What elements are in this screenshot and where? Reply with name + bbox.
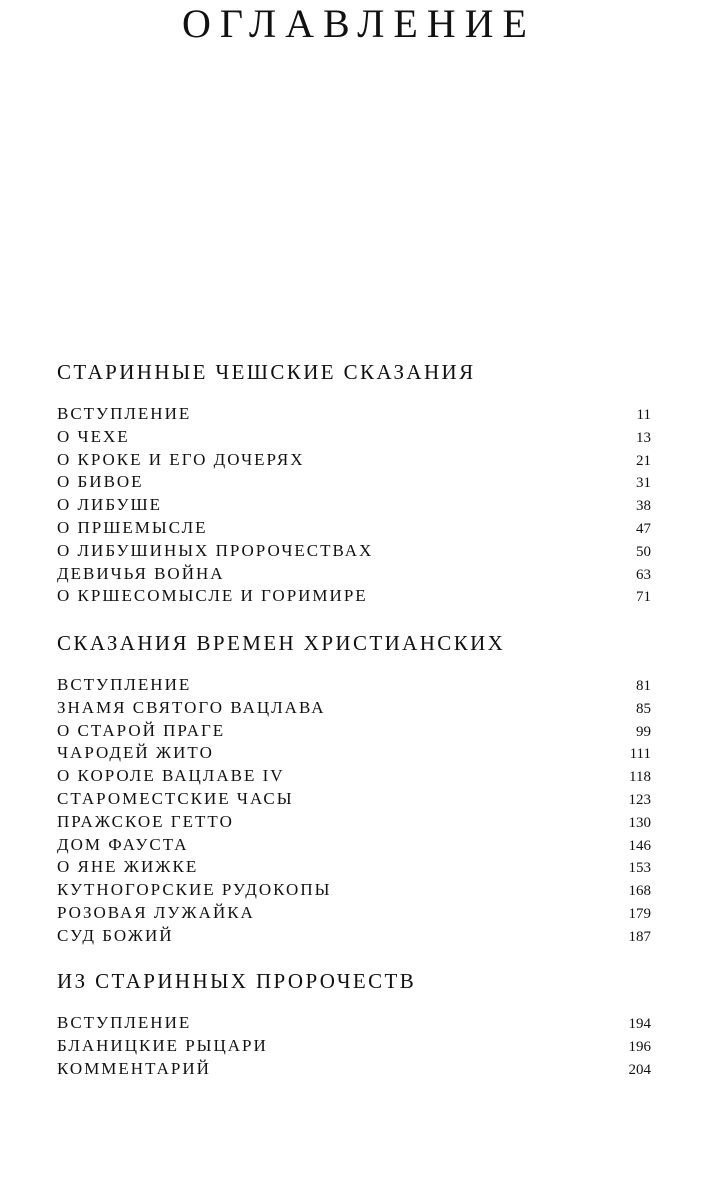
entry-page-number: 196	[628, 1038, 651, 1055]
entry-page-number: 168	[628, 883, 651, 900]
entry-title: КОММЕНТАРИЙ	[57, 1058, 211, 1078]
entry-page-number: 71	[636, 589, 651, 606]
toc-entry	[57, 449, 651, 472]
entry-list	[57, 1012, 651, 1080]
toc-entry	[57, 563, 651, 586]
entry-title: ДЕВИЧЬЯ ВОЙНА	[57, 563, 225, 583]
toc-section	[57, 968, 651, 1078]
section-heading: СКАЗАНИЯ ВРЕМЕН ХРИСТИАНСКИХ	[57, 631, 506, 655]
entry-page-number: 50	[636, 543, 651, 560]
toc-entry	[57, 811, 651, 834]
entry-title: СТАРОМЕСТСКИЕ ЧАСЫ	[57, 788, 294, 808]
toc-entry	[57, 1012, 651, 1035]
entry-list	[57, 674, 651, 948]
entry-title: СУД БОЖИЙ	[57, 925, 174, 945]
entry-page-number: 179	[628, 905, 651, 922]
entry-page-number: 31	[636, 475, 651, 492]
entry-page-number: 146	[628, 837, 651, 854]
entry-title: ДОМ ФАУСТА	[57, 834, 189, 854]
entry-page-number: 85	[636, 700, 651, 717]
entry-title: О КРОКЕ И ЕГО ДОЧЕРЯХ	[57, 449, 305, 469]
toc-entry	[57, 902, 651, 925]
entry-page-number: 81	[636, 678, 651, 694]
entry-page-number: 153	[628, 860, 651, 877]
entry-page-number: 13	[636, 429, 651, 446]
entry-title: ВСТУПЛЕНИЕ	[57, 404, 192, 423]
entry-page-number: 63	[636, 566, 651, 583]
entry-title: О ЛИБУШИНЫХ ПРОРОЧЕСТВАХ	[57, 540, 374, 560]
entry-title: О СТАРОЙ ПРАГЕ	[57, 720, 226, 740]
entry-page-number: 204	[628, 1061, 651, 1078]
entry-page-number: 187	[628, 928, 651, 945]
toc-entry	[57, 674, 651, 697]
entry-page-number: 111	[629, 746, 651, 763]
entry-page-number: 21	[636, 452, 651, 469]
entry-page-number: 11	[636, 407, 651, 423]
entry-title: ЧАРОДЕЙ ЖИТО	[57, 743, 214, 763]
toc-entry	[57, 471, 651, 494]
entry-title: ВСТУПЛЕНИЕ	[57, 1013, 192, 1032]
toc-section	[57, 359, 651, 606]
toc-entry	[57, 788, 651, 811]
toc-entry	[57, 426, 651, 449]
entry-title: БЛАНИЦКИЕ РЫЦАРИ	[57, 1035, 268, 1055]
toc-entry	[57, 697, 651, 720]
entry-page-number: 194	[628, 1016, 651, 1032]
entry-title: О БИВОЕ	[57, 472, 144, 492]
entry-title: О КОРОЛЕ ВАЦЛАВЕ IV	[57, 766, 285, 786]
entry-page-number: 123	[628, 791, 651, 808]
toc-entry	[57, 856, 651, 879]
toc-entry	[57, 720, 651, 743]
entry-title: О КРШЕСОМЫСЛЕ И ГОРИМИРЕ	[57, 586, 368, 606]
entry-title: О ПРШЕМЫСЛЕ	[57, 517, 208, 537]
entry-title: ВСТУПЛЕНИЕ	[57, 675, 192, 694]
entry-title: О ЯНЕ ЖИЖКЕ	[57, 857, 199, 877]
toc-entry	[57, 1058, 651, 1081]
entry-title: РОЗОВАЯ ЛУЖАЙКА	[57, 902, 255, 922]
toc-section	[57, 630, 651, 945]
entry-title: О ЧЕХЕ	[57, 426, 130, 446]
toc-entry	[57, 879, 651, 902]
entry-page-number: 99	[636, 723, 651, 740]
page-title: ОГЛАВЛЕНИЕ	[182, 1, 536, 46]
entry-page-number: 47	[636, 520, 651, 537]
section-heading: ИЗ СТАРИННЫХ ПРОРОЧЕСТВ	[57, 969, 417, 993]
entry-page-number: 130	[628, 814, 651, 831]
toc-entry	[57, 925, 651, 948]
toc-entry	[57, 540, 651, 563]
toc-entry	[57, 765, 651, 788]
toc-entry	[57, 742, 651, 765]
toc-entry	[57, 494, 651, 517]
toc-entry	[57, 585, 651, 608]
entry-page-number: 38	[636, 498, 651, 515]
entry-list	[57, 403, 651, 608]
entry-title: ЗНАМЯ СВЯТОГО ВАЦЛАВА	[57, 697, 326, 717]
toc-entry	[57, 403, 651, 426]
section-heading: СТАРИННЫЕ ЧЕШСКИЕ СКАЗАНИЯ	[57, 360, 476, 384]
toc-entry	[57, 834, 651, 857]
entry-page-number: 118	[629, 769, 651, 786]
toc-entry	[57, 517, 651, 540]
entry-title: О ЛИБУШЕ	[57, 495, 163, 515]
toc-entry	[57, 1035, 651, 1058]
entry-title: КУТНОГОРСКИЕ РУДОКОПЫ	[57, 880, 332, 900]
entry-title: ПРАЖСКОЕ ГЕТТО	[57, 811, 234, 831]
